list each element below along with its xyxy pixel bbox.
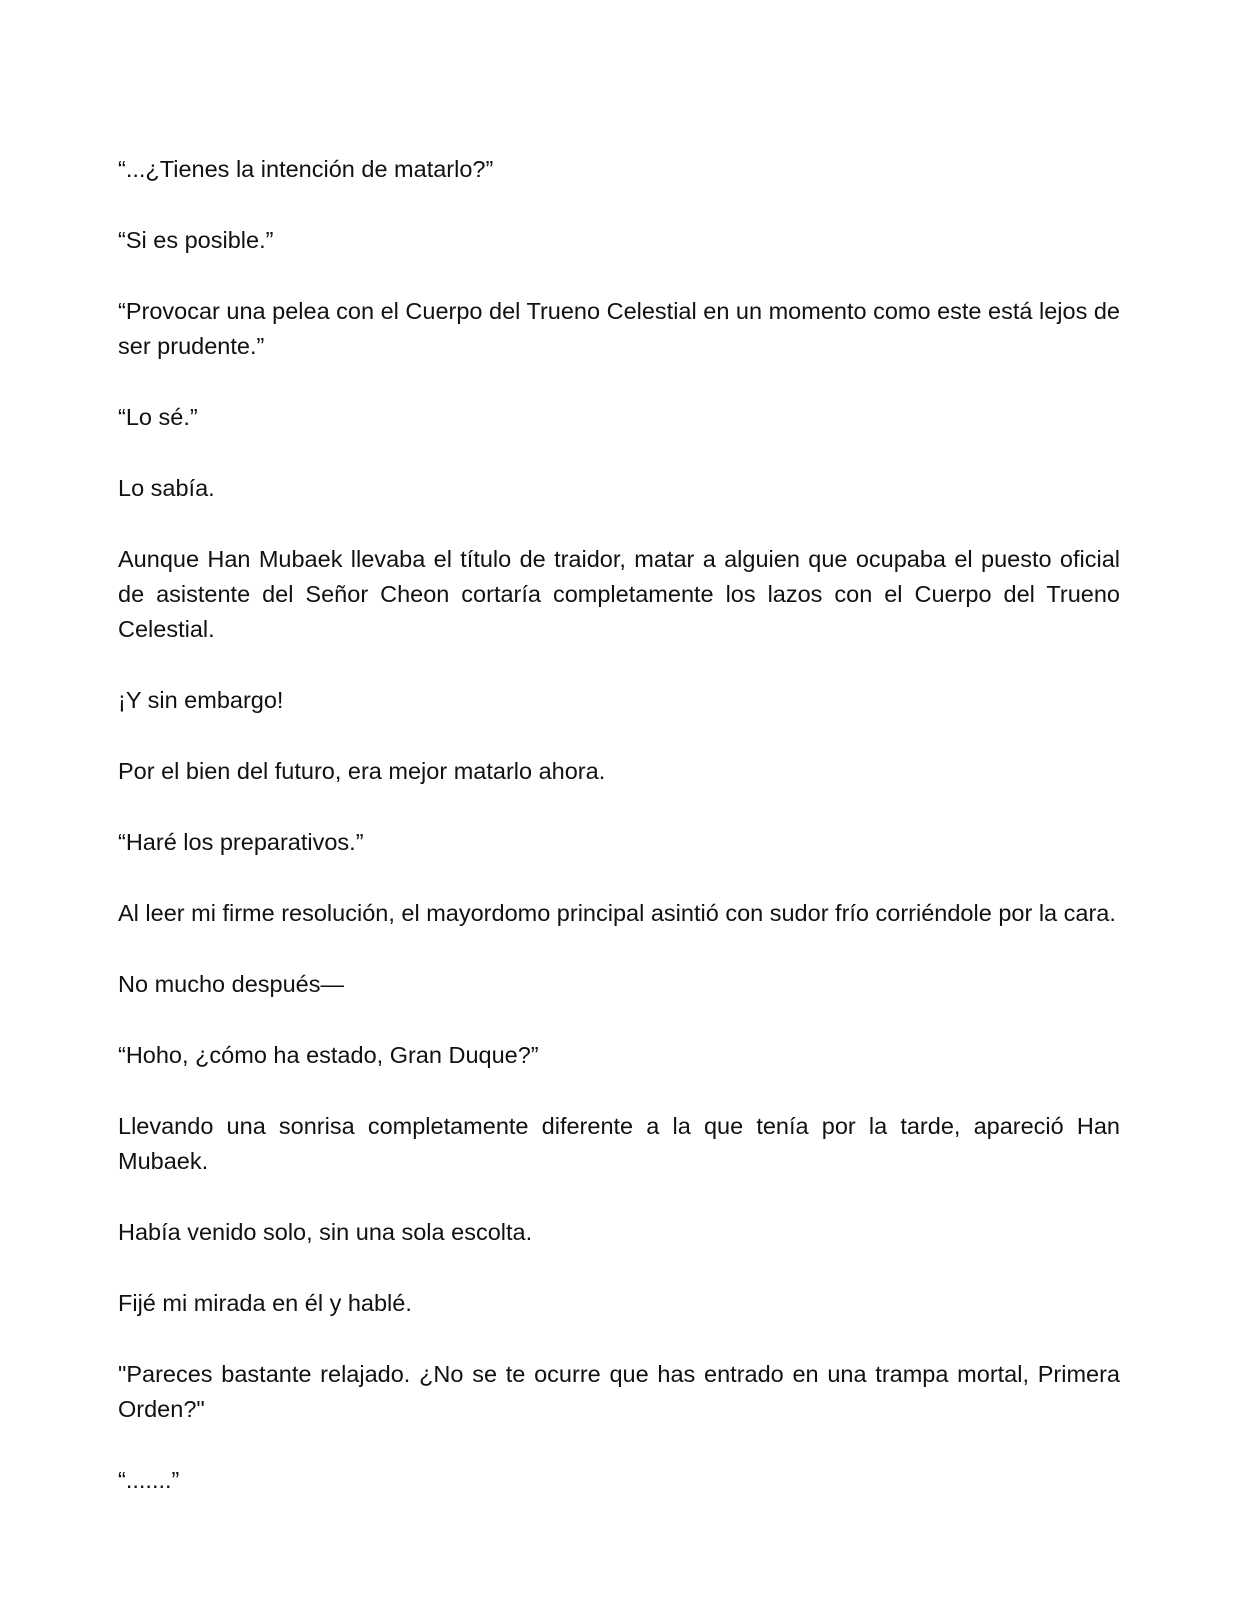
paragraph: Aunque Han Mubaek llevaba el título de traidor, matar a alguien que ocupaba el puesto oficial de asistente del Señor Cheon cortaría completamente los lazos con el Cuerpo del Trueno Celestial. xyxy=(118,546,1120,642)
paragraph: “Lo sé.” xyxy=(118,404,198,430)
paragraph: Llevando una sonrisa completamente diferente a la que tenía por la tarde, apareció Han Mubaek. xyxy=(118,1113,1120,1174)
paragraph: “...¿Tienes la intención de matarlo?” xyxy=(118,156,494,182)
document-body xyxy=(118,152,1120,1534)
paragraph: “Provocar una pelea con el Cuerpo del Trueno Celestial en un momento como este está lejos de ser prudente.” xyxy=(118,298,1120,359)
paragraph: "Pareces bastante relajado. ¿No se te ocurre que has entrado en una trampa mortal, Primera Orden?" xyxy=(118,1361,1120,1422)
paragraph: “.......” xyxy=(118,1467,180,1493)
paragraph: “Hoho, ¿cómo ha estado, Gran Duque?” xyxy=(118,1042,539,1068)
paragraph: “Haré los preparativos.” xyxy=(118,829,364,855)
paragraph: Por el bien del futuro, era mejor matarlo ahora. xyxy=(118,758,606,784)
paragraph: Había venido solo, sin una sola escolta. xyxy=(118,1219,533,1245)
paragraph: Al leer mi firme resolución, el mayordomo principal asintió con sudor frío corriéndole por la cara. xyxy=(118,900,1116,926)
paragraph: “Si es posible.” xyxy=(118,227,274,253)
paragraph: No mucho después— xyxy=(118,971,344,997)
paragraph: Fijé mi mirada en él y hablé. xyxy=(118,1290,412,1316)
paragraph: ¡Y sin embargo! xyxy=(118,687,284,713)
paragraph: Lo sabía. xyxy=(118,475,215,501)
